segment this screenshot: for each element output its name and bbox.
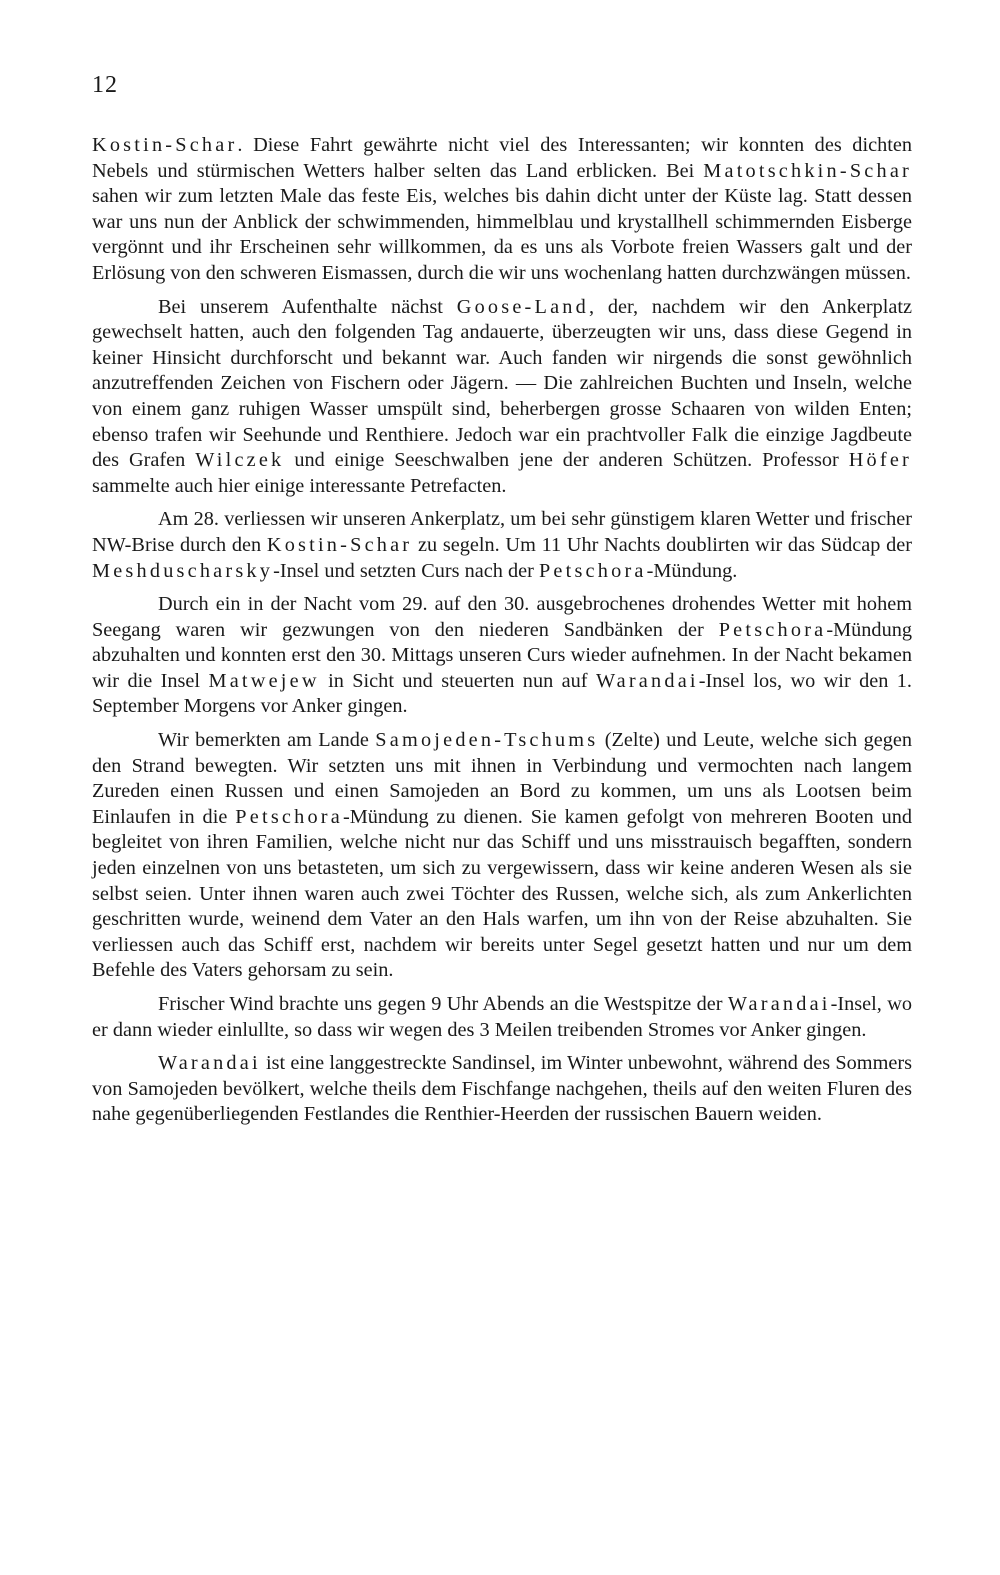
spaced-name: Petschora	[538, 559, 647, 582]
text-run: , der, nachdem wir den Ankerplatz gewechselt hatten, auch den folgenden Tag andauerte, überzeugten wir uns, dass diese Gegend in keiner Hinsicht durchforscht und bekannt war. Auch fanden wir nirgends die sonst gewöhnlich anzutreffenden Zeichen von Fischern oder Jägern. — Die zahlreichen Buchten und Inseln, welche von einem ganz ruhigen Wasser umspült sind, beherbergen grosse Schaaren von wilden Enten; ebenso trafen wir Seehunde und Renthiere. Jedoch war ein prachtvoller Falk die einzige Jagdbeute des Grafen	[92, 295, 912, 472]
spaced-name: Höfer	[848, 449, 912, 472]
text-run: . Diese Fahrt gewährte nicht viel des Interessanten; wir konnten des dichten Nebels und stürmischen Wetters halber selten das Land erblicken. Bei	[92, 134, 912, 182]
paragraph	[92, 133, 912, 287]
text-run: -Insel und setzten Curs nach der	[273, 559, 539, 582]
text-run: -Mündung.	[646, 559, 738, 582]
spaced-name: Kostin-Schar	[92, 134, 238, 156]
page-number: 12	[92, 72, 118, 98]
text-run: Bei unserem Aufenthalte nächst	[158, 295, 457, 318]
spaced-name: Wilczek	[195, 449, 285, 472]
text-run: Am 28. verliessen wir unseren Ankerplatz, um bei sehr günstigem klaren Wetter und frischer NW-Brise durch den	[92, 508, 912, 556]
text-run: Wir bemerkten am Lande	[158, 729, 376, 752]
text-run: ist eine langgestreckte Sandinsel, im Winter unbewohnt, während des Sommers von Samojeden bevölkert, welche theils dem Fischfange nachgehen, theils auf den weiten Fluren des nahe gegenüberliegenden Festlandes die Renthier-Heerden der russischen Bauern weiden.	[92, 1052, 912, 1126]
spaced-name: Warandai	[727, 993, 831, 1015]
spaced-name: Petschora	[718, 618, 827, 641]
spaced-name: Matotschkin-Schar	[703, 159, 912, 182]
spaced-name: Meshduscharsky	[92, 559, 274, 582]
text-run: sammelte auch hier einige interessante Petrefacten.	[92, 474, 507, 497]
spaced-name: Warandai	[158, 1052, 261, 1075]
body-text	[92, 133, 912, 1128]
text-run: -Mündung zu dienen. Sie kamen gefolgt von mehreren Booten und begleitet von ihren Familien, welche nicht nur das Schiff und uns misstrauisch begafften, sondern jeden einzelnen von uns betasteten, um sich zu vergewissern, dass wir keine anderen Wesen als sie selbst seien. Unter ihnen waren auch zwei Töchter des Russen, welche sich, als zum Ankerlichten geschritten wurde, weinend dem Vater an den Hals warfen, um ihn von der Reise abzuhalten. Sie verliessen auch das Schiff erst, nachdem wir bereits unter Segel gesetzt hatten und nur um dem Befehle des Vaters gehorsam zu sein.	[92, 805, 912, 982]
spaced-name: Kostin-Schar	[266, 533, 413, 556]
spaced-name: Matwejew	[208, 669, 320, 692]
text-run: und einige Seeschwalben jene der anderen Schützen. Professor	[284, 449, 849, 472]
paragraph	[92, 1051, 912, 1128]
spaced-name: Petschora	[235, 805, 343, 828]
text-run: -Insel los, wo wir den 1. September Morgens vor Anker gingen.	[92, 669, 913, 718]
spaced-name: Warandai	[595, 669, 699, 692]
paragraph	[92, 992, 912, 1043]
text-run: Frischer Wind brachte uns gegen 9 Uhr Abends an die Westspitze der	[158, 993, 728, 1015]
paragraph	[92, 728, 912, 984]
paragraph	[92, 507, 912, 584]
text-run: sahen wir zum letzten Male das feste Eis, welches bis dahin dicht unter der Küste lag. Statt dessen war uns nun der Anblick der schwimmenden, himmelblau und krystallhell schimmernden Eisberge vergönnt und ihr Erscheinen sehr willkommen, da es uns als Vorbote freien Wassers galt und der Erlösung von den schweren Eismassen, durch die wir uns wochenlang hatten durchzwängen müssen.	[92, 185, 912, 284]
text-run: (Zelte) und Leute, welche sich gegen den Strand bewegten. Wir setzten uns mit ihnen in Verbindung und vermochten nach langem Zureden einen Russen und einen Samojeden an Bord zu kommen, um uns als Lootsen beim Einlaufen in die	[92, 729, 912, 828]
paragraph	[92, 295, 912, 500]
text-run: Durch ein in der Nacht vom 29. auf den 30. ausgebrochenes drohendes Wetter mit hohem Seegang waren wir gezwungen von den niederen Sandbänken der	[92, 593, 912, 641]
text-run: -Insel, wo er dann wieder einlullte, so dass wir wegen des 3 Meilen treibenden Stromes vor Anker gingen.	[92, 993, 912, 1041]
text-run: zu segeln. Um 11 Uhr Nachts doublirten wir das Südcap der	[412, 533, 912, 556]
paragraph	[92, 592, 912, 720]
spaced-name: Samojeden-Tschums	[375, 729, 599, 752]
text-run: in Sicht und steuerten nun auf	[319, 669, 596, 692]
spaced-name: Goose-Land	[456, 295, 589, 318]
text-run: -Mündung abzuhalten und konnten erst den 30. Mittags unseren Curs wieder aufnehmen. In der Nacht bekamen wir die Insel	[92, 618, 912, 692]
